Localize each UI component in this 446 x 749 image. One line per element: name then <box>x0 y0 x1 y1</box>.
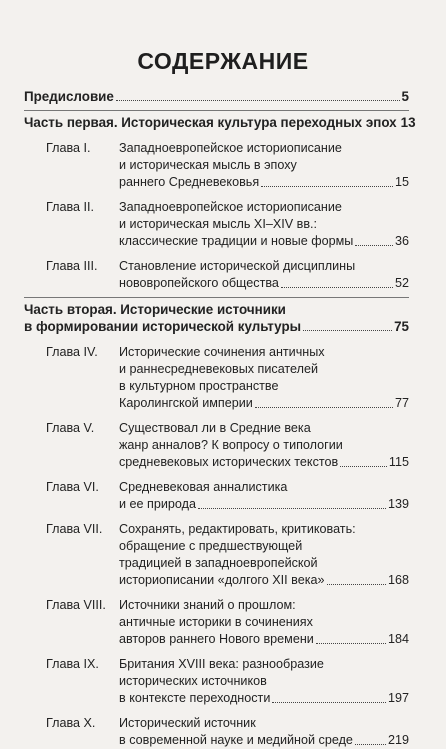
entry-title: Предисловие <box>24 89 114 104</box>
page-number: 75 <box>394 319 409 334</box>
entry-line: Западноевропейское историописание <box>119 200 342 214</box>
entry-title: Часть первая. Историческая культура переходных эпох <box>24 115 397 130</box>
page-number: 77 <box>394 396 409 410</box>
chapter-number: Глава I. <box>46 141 91 155</box>
toc-entry-chapter-6[interactable] <box>24 479 409 513</box>
leader-dots <box>355 744 386 745</box>
entry-line: Исторические сочинения античных <box>119 345 325 359</box>
leader-dots <box>272 702 386 703</box>
page-number: 139 <box>387 497 409 511</box>
leader-dots <box>303 330 392 331</box>
entry-line: Источники знаний о прошлом: <box>119 598 296 612</box>
table-of-contents <box>24 88 416 749</box>
leader-dots <box>261 186 393 187</box>
leader-dots <box>281 287 393 288</box>
page-number: 5 <box>401 89 409 104</box>
entry-line: обращение с предшествующей <box>119 539 303 553</box>
entry-line: Становление исторической дисциплины <box>119 259 356 273</box>
toc-entry-chapter-9[interactable] <box>24 656 409 707</box>
toc-entry-chapter-1[interactable] <box>24 140 409 191</box>
page-number: 184 <box>387 632 409 646</box>
entry-line: классические традиции и новые формы <box>119 234 354 248</box>
entry-line: Исторический источник <box>119 716 256 730</box>
entry-line: жанр анналов? К вопросу о типологии <box>119 438 343 452</box>
entry-line: Средневековая анналистика <box>119 480 288 494</box>
chapter-number: Глава II. <box>46 200 95 214</box>
entry-line: авторов раннего Нового времени <box>119 632 314 646</box>
entry-line: и историческая мысль в эпоху <box>119 158 297 172</box>
toc-entry-chapter-5[interactable] <box>24 420 409 471</box>
toc-entry-chapter-7[interactable] <box>24 521 409 589</box>
entry-line: нововропейского общества <box>119 276 279 290</box>
toc-entry-chapter-3[interactable] <box>24 258 409 292</box>
page-number: 197 <box>387 691 409 705</box>
chapter-number: Глава IX. <box>46 657 99 671</box>
toc-entry-chapter-10[interactable] <box>24 715 409 749</box>
page-number: 36 <box>394 234 409 248</box>
entry-line: и раннесредневековых писателей <box>119 362 319 376</box>
entry-line: Сохранять, редактировать, критиковать: <box>119 522 356 536</box>
entry-line: традицией в западноевропейской <box>119 556 318 570</box>
entry-line: историописании «долгого XII века» <box>119 573 325 587</box>
chapter-number: Глава III. <box>46 259 98 273</box>
toc-entry-preface[interactable] <box>24 88 409 105</box>
chapter-number: Глава VIII. <box>46 598 106 612</box>
toc-entry-part-2[interactable] <box>24 301 409 335</box>
toc-entry-chapter-2[interactable] <box>24 199 409 250</box>
leader-dots <box>355 245 393 246</box>
divider <box>24 110 409 111</box>
entry-line: средневековых исторических текстов <box>119 455 339 469</box>
page-number: 168 <box>387 573 409 587</box>
chapter-number: Глава VI. <box>46 480 99 494</box>
page-number: 219 <box>387 733 409 747</box>
leader-dots <box>316 643 386 644</box>
page-number: 52 <box>394 276 409 290</box>
leader-dots <box>116 100 400 101</box>
toc-entry-chapter-4[interactable] <box>24 344 409 412</box>
toc-entry-part-1[interactable] <box>24 114 416 131</box>
leader-dots <box>255 407 393 408</box>
leader-dots <box>198 508 386 509</box>
entry-title: в формировании исторической культуры <box>24 319 302 334</box>
page-number: 13 <box>400 115 416 130</box>
entry-line: Западноевропейское историописание <box>119 141 342 155</box>
entry-line: в контексте переходности <box>119 691 271 705</box>
chapter-number: Глава VII. <box>46 522 103 536</box>
page-number: 115 <box>388 455 409 469</box>
chapter-number: Глава X. <box>46 716 96 730</box>
entry-line: раннего Средневековья <box>119 175 260 189</box>
entry-line: и историческая мысль XI–XIV вв.: <box>119 217 318 231</box>
divider <box>24 297 409 298</box>
entry-line: в современной науке и медийной среде <box>119 733 353 747</box>
chapter-number: Глава IV. <box>46 345 98 359</box>
entry-line: Существовал ли в Средние века <box>119 421 311 435</box>
leader-dots <box>327 584 386 585</box>
entry-line: исторических источников <box>119 674 267 688</box>
page-title: СОДЕРЖАНИЕ <box>137 48 309 74</box>
entry-line: Каролингской империи <box>119 396 253 410</box>
entry-line: и ее природа <box>119 497 196 511</box>
entry-line: в культурном пространстве <box>119 379 279 393</box>
entry-line: античные историки в сочинениях <box>119 615 313 629</box>
entry-line: Британия XVIII века: разнообразие <box>119 657 324 671</box>
page-number: 15 <box>394 175 409 189</box>
chapter-number: Глава V. <box>46 421 95 435</box>
entry-title: Часть вторая. Исторические источники <box>24 302 286 317</box>
leader-dots <box>340 466 387 467</box>
toc-entry-chapter-8[interactable] <box>24 597 409 648</box>
